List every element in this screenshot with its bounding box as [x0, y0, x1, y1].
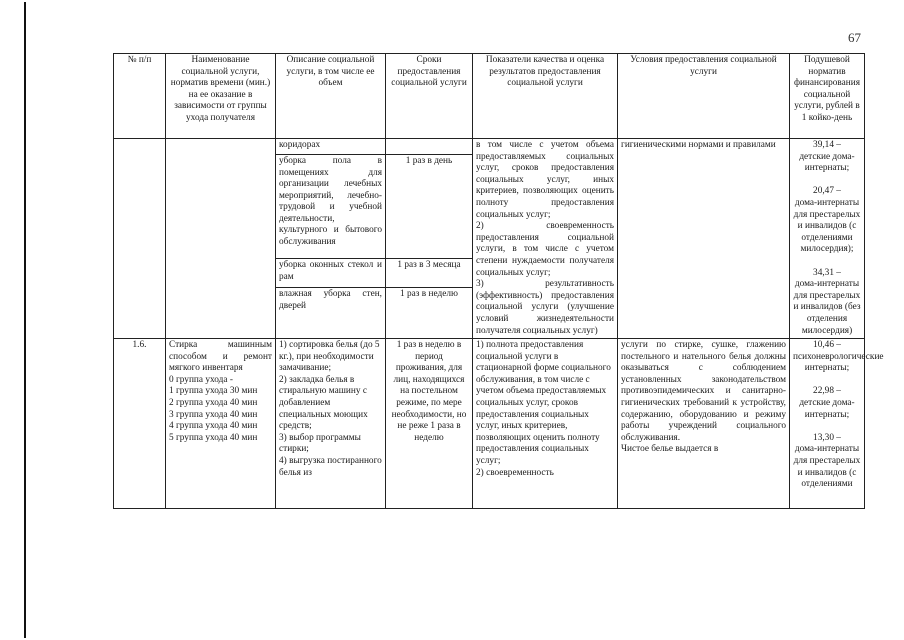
- cell-description: уборка оконных стекол и рам: [276, 259, 386, 288]
- cell-description: влажная уборка стен, дверей: [276, 288, 386, 339]
- cell-name-continued: [166, 139, 276, 339]
- cell-period: 1 раз в 3 месяца: [386, 259, 473, 288]
- header-period: Сроки предоставления социальной услуги: [386, 54, 473, 139]
- header-description: Описание социальной услуги, в том числе ее объем: [276, 54, 386, 139]
- header-conditions: Условия предоставления социальной услуги: [618, 54, 790, 139]
- cell-period: [386, 139, 473, 155]
- cell-number-continued: [114, 139, 166, 339]
- description-text: 1) сортировка белья (до 5 кг.), при необходимости замачивание; 2) закладка белья в стиральную машину с добавлением специальных моющих средств; 3) выбор программы стирки; 4) выгрузка постиранного белья из: [279, 340, 382, 478]
- cell-financing: [790, 339, 884, 509]
- cell-conditions-continued: гигиеническими нормами и правилами: [618, 139, 790, 339]
- page-number: 67: [848, 30, 861, 45]
- cell-description: уборка пола в помещениях для организации лечебных мероприятий, лечебно-трудовой и учебной деятельности, культурного и бытового обслуживания: [276, 154, 386, 259]
- table-row: [114, 339, 865, 509]
- header-financing: Подушевой норматив финансирования социальной услуги, рублей в 1 койко-день: [790, 54, 865, 139]
- conditions-text: услуги по стирке, сушке, глажению постельного и нательного белья должны оказываться с соблюдением установленных законодательством противоэпидемических и санитарно-гигиенических требований к устройству, содержанию, оборудованию и режиму работы учреждений социального обслуживания. Чистое белье выдается в: [621, 340, 786, 455]
- cell-period: 1 раз в неделю: [386, 288, 473, 339]
- period-text: 1 раз в неделю в период проживания, для лиц, находящихся на постельном режиме, по мере необходимости, но не реже 1 раза в неделю: [391, 340, 467, 443]
- cell-quality: [473, 339, 618, 509]
- social-services-table: [113, 53, 884, 509]
- quality-text: 1) полнота предоставления социальной услуги в стационарной форме социального обслуживания, в том числе с учетом объема предоставляемых социальных услуг, сроков предоставления социальных услуг, иных критериев, позволяющих оценить полноту предоставления социальных услуг; 2) своевременность: [476, 340, 611, 478]
- table-row: [114, 139, 865, 155]
- financing-text: 10,46 – психоневрологические интернаты; 22,98 – детские дома-интернаты; 13,30 – дома-интернаты для престарелых и инвалидов (с отделениями: [793, 340, 884, 490]
- cell-conditions: [618, 339, 790, 509]
- table-header-row: [114, 54, 865, 139]
- header-number: № п/п: [114, 54, 166, 139]
- cell-period: [386, 339, 473, 509]
- cell-number: [114, 339, 166, 509]
- cell-quality-continued: в том числе с учетом объема предоставляемых социальных услуг, сроков предоставления социальных услуг, иных критериев, позволяющих оценить полноту предоставления социальных услуг; 2) своевременность предоставления социальной услуги, в том числе с учетом степени нуждаемости получателя социальных услуг; 3) результативность (эффективность) предоставления социальной услуги (улучшение условий жизнедеятельности получателя социальных услуг): [473, 139, 618, 339]
- row-number: 1.6.: [132, 340, 147, 351]
- cell-description: [276, 339, 386, 509]
- scan-edge-line: [24, 2, 26, 638]
- cell-financing-continued: 39,14 – детские дома-интернаты; 20,47 – дома-интернаты для престарелых и инвалидов (с отделениями милосердия); 34,31 – дома-интернаты для престарелых и инвалидов (без отделения милосердия): [790, 139, 865, 339]
- cell-service-name: [166, 339, 276, 509]
- cell-description: коридорах: [276, 139, 386, 155]
- service-name-text: Стирка машинным способом и ремонт мягкого инвентаря 0 группа ухода - 1 группа ухода 30 мин 2 группа ухода 40 мин 3 группа ухода 40 мин 4 группа ухода 40 мин 5 группа ухода 40 мин: [169, 340, 272, 443]
- header-service-name: Наименование социальной услуги, норматив времени (мин.) на ее оказание в зависимости от группы ухода получателя: [166, 54, 276, 139]
- cell-period: 1 раз в день: [386, 154, 473, 259]
- header-quality: Показатели качества и оценка результатов предоставления социальной услуги: [473, 54, 618, 139]
